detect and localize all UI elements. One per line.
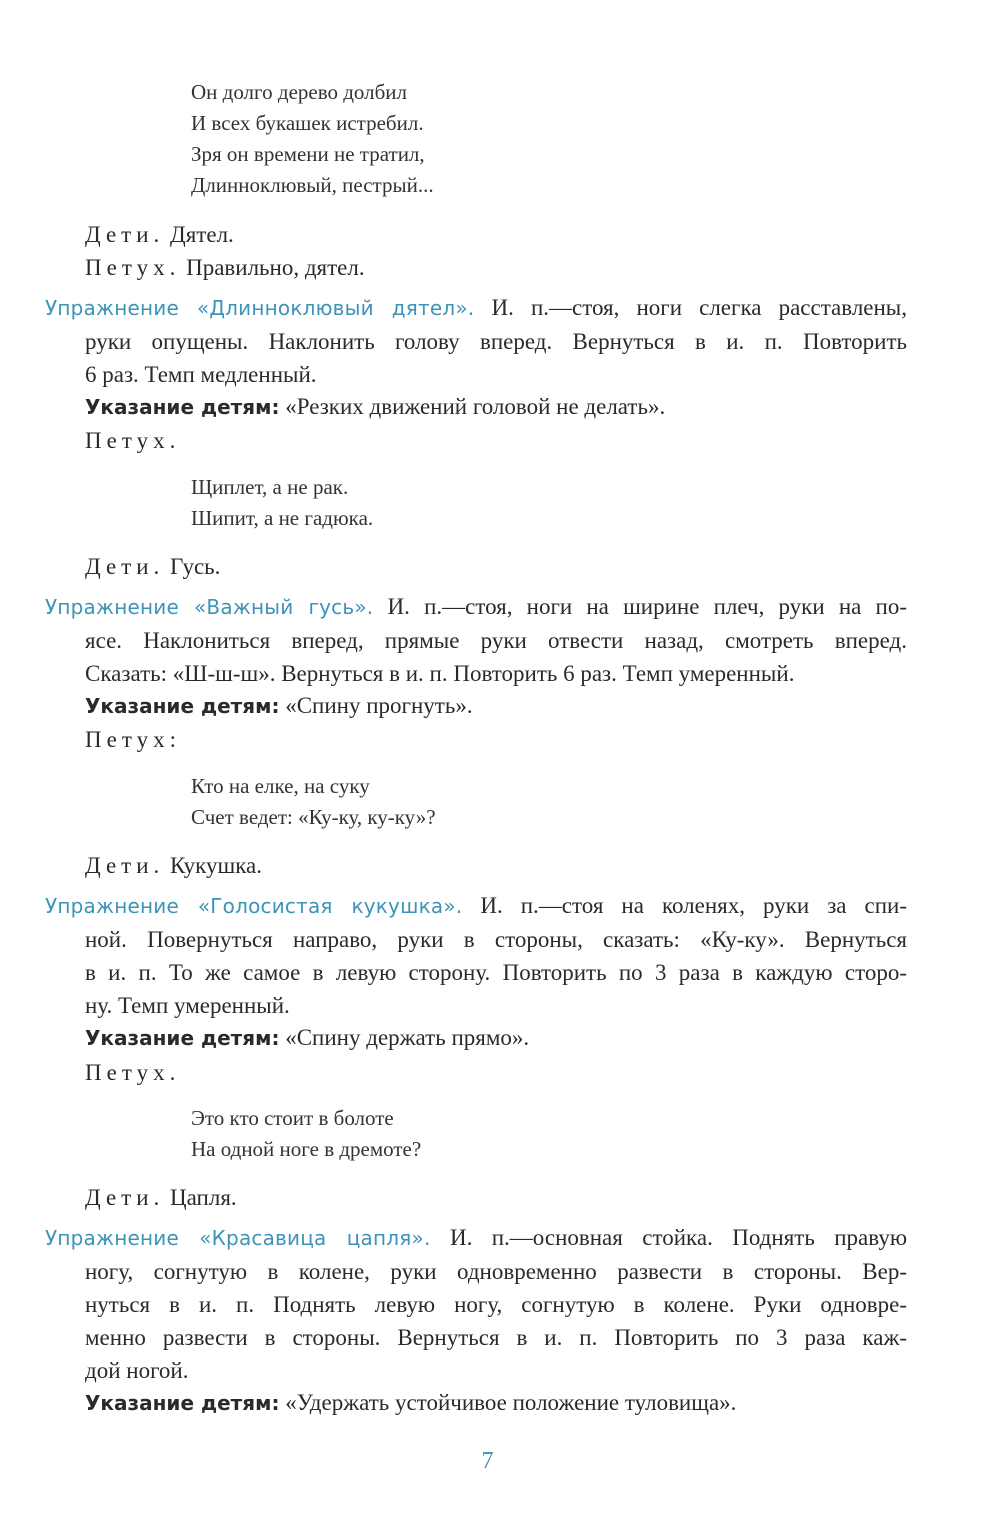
exercise-text: нуться в и. п. Поднять левую ногу, согнутую в колене. Руки одновре-	[85, 1292, 907, 1317]
dialog-line	[85, 218, 234, 251]
exercise-text: И. п.—стоя, ноги слегка расставлены,	[491, 295, 908, 320]
verse-line: На одной ноге в дремоте?	[191, 1137, 422, 1161]
reply: Дятел.	[170, 222, 234, 247]
speaker: Дети.	[85, 853, 165, 878]
exercise-text: ясе. Наклониться вперед, прямые руки отвести назад, смотреть вперед.	[85, 628, 907, 653]
verse-goose	[191, 472, 373, 534]
page-number: 7	[481, 1448, 494, 1474]
verse-line: Это кто стоит в болоте	[191, 1106, 394, 1130]
exercise-title: Упражнение «Красавица цапля».	[45, 1226, 431, 1250]
exercise-text: И. п.—стоя, ноги на ширине плеч, руки на по-	[387, 594, 907, 619]
note-text: «Резких движений головой не делать».	[285, 394, 666, 419]
exercise-note	[85, 1386, 736, 1420]
exercise-note	[85, 390, 665, 424]
verse-cuckoo	[191, 771, 436, 833]
dialog-line	[85, 1056, 180, 1089]
exercise-goose	[45, 590, 907, 690]
verse-line: Шипит, а не гадюка.	[191, 506, 374, 530]
exercise-cuckoo	[45, 889, 907, 1022]
verse-line: Счет ведет: «Ку-ку, ку-ку»?	[191, 805, 436, 829]
exercise-title: Упражнение «Длинноклювый дятел».	[45, 296, 475, 320]
speaker: Петух.	[85, 428, 181, 453]
note-label: Указание детям:	[85, 1391, 280, 1415]
exercise-title: Упражнение «Важный гусь».	[45, 595, 374, 619]
dialog-line	[85, 723, 181, 756]
exercise-text: ногу, согнутую в колене, руки одновременно развести в стороны. Вер-	[85, 1259, 907, 1284]
exercise-title: Упражнение «Голосистая кукушка».	[45, 894, 463, 918]
verse-line: Длинноклювый, пестрый...	[191, 173, 434, 197]
note-text: «Удержать устойчивое положение туловища».	[285, 1390, 737, 1415]
speaker: Петух.	[85, 255, 181, 280]
exercise-text: Сказать: «Ш-ш-ш». Вернуться в и. п. Повторить 6 раз. Темп умеренный.	[85, 661, 795, 686]
exercise-note	[85, 689, 473, 723]
exercise-text: И. п.—основная стойка. Поднять правую	[449, 1225, 908, 1250]
exercise-note	[85, 1021, 529, 1055]
speaker: Петух:	[85, 727, 181, 752]
note-text: «Спину прогнуть».	[285, 693, 473, 718]
note-text: «Спину держать прямо».	[285, 1025, 530, 1050]
speaker: Дети.	[85, 554, 165, 579]
exercise-heron	[45, 1221, 907, 1387]
exercise-text: менно развести в стороны. Вернуться в и. п. Повторить по 3 раза каж-	[85, 1325, 907, 1350]
exercise-text: ну. Темп умеренный.	[85, 993, 290, 1018]
verse-line: Он долго дерево долбил	[191, 80, 408, 104]
exercise-text: И. п.—стоя на коленях, руки за спи-	[480, 893, 907, 918]
exercise-woodpecker	[45, 291, 907, 391]
verse-line: Кто на елке, на суку	[191, 774, 370, 798]
exercise-text: 6 раз. Темп медленный.	[85, 362, 317, 387]
exercise-text: руки опущены. Наклонить голову вперед. Вернуться в и. п. Повторить	[85, 329, 907, 354]
exercise-text: дой ногой.	[85, 1358, 189, 1383]
note-label: Указание детям:	[85, 395, 280, 419]
dialog-line	[85, 849, 262, 882]
speaker: Петух.	[85, 1060, 181, 1085]
speaker: Дети.	[85, 1185, 165, 1210]
verse-woodpecker	[191, 77, 434, 201]
reply: Правильно, дятел.	[186, 255, 365, 280]
exercise-text: в и. п. То же самое в левую сторону. Повторить по 3 раза в каждую сторо-	[85, 960, 907, 985]
reply: Гусь.	[170, 554, 221, 579]
note-label: Указание детям:	[85, 1026, 280, 1050]
reply: Цапля.	[170, 1185, 237, 1210]
exercise-text: ной. Повернуться направо, руки в стороны, сказать: «Ку-ку». Вернуться	[85, 927, 907, 952]
verse-line: Зря он времени не тратил,	[191, 142, 425, 166]
reply: Кукушка.	[170, 853, 263, 878]
dialog-line	[85, 550, 220, 583]
speaker: Дети.	[85, 222, 165, 247]
dialog-line	[85, 251, 365, 284]
dialog-line	[85, 1181, 237, 1214]
verse-heron	[191, 1103, 421, 1165]
dialog-line	[85, 424, 180, 457]
verse-line: И всех букашек истребил.	[191, 111, 424, 135]
note-label: Указание детям:	[85, 694, 280, 718]
verse-line: Щиплет, а не рак.	[191, 475, 349, 499]
